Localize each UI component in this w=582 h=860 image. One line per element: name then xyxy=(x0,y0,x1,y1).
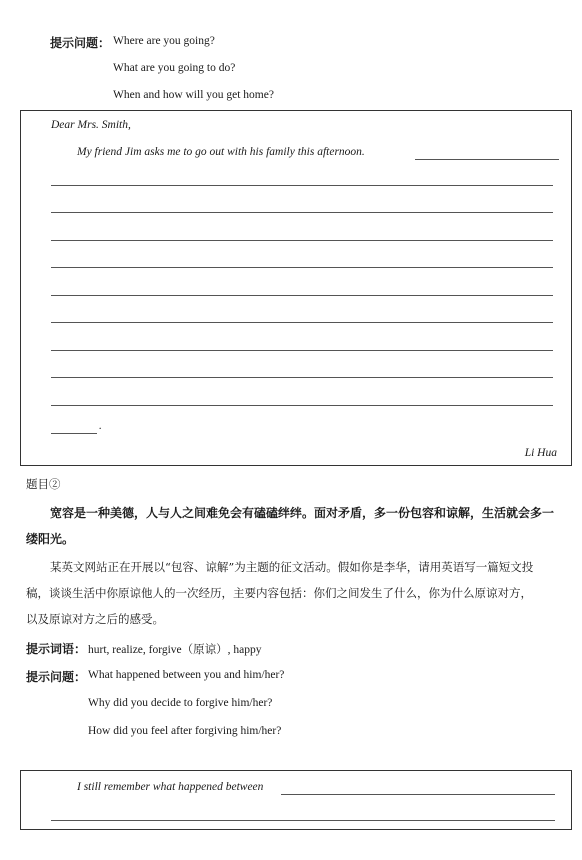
answer-line[interactable] xyxy=(281,794,555,795)
intro-line-1: 宽容是一种美德，人与人之间难免会有磕磕绊绊。面对矛盾，多一份包容和谅解，生活就会多一 xyxy=(50,506,555,520)
writing-box-letter xyxy=(20,110,572,466)
prompt-question-2-1: What happened between you and him/her? xyxy=(88,669,285,681)
answer-line[interactable] xyxy=(51,240,553,241)
letter-opening: My friend Jim asks me to go out with his family this afternoon. xyxy=(77,146,365,158)
answer-line[interactable] xyxy=(51,377,553,378)
question-title: 题目② xyxy=(26,477,61,491)
answer-line[interactable] xyxy=(51,267,553,268)
task-line-1: 某英文网站正在开展以“包容、谅解”为主题的征文活动。假如你是李华，请用英语写一篇短文投 xyxy=(50,560,534,574)
task-line-2: 稿，谈谈生活中你原谅他人的一次经历，主要内容包括：你们之间发生了什么，你为什么原谅对方， xyxy=(26,586,532,600)
essay-opening: I still remember what happened between xyxy=(77,781,264,793)
answer-line[interactable] xyxy=(51,185,553,186)
prompt-question-2-3: How did you feel after forgiving him/her? xyxy=(88,725,282,737)
task-line-3: 以及原谅对方之后的感受。 xyxy=(26,612,164,626)
prompt-question-2-2: Why did you decide to forgive him/her? xyxy=(88,697,273,709)
answer-line[interactable] xyxy=(51,212,553,213)
words-label: 提示词语： xyxy=(26,642,87,656)
letter-salutation: Dear Mrs. Smith, xyxy=(51,119,131,131)
answer-line[interactable] xyxy=(51,295,553,296)
intro-line-2: 缕阳光。 xyxy=(26,532,75,546)
answer-line[interactable] xyxy=(51,405,553,406)
prompt-label-2: 提示问题： xyxy=(26,670,87,684)
prompt-question-1: Where are you going? xyxy=(113,35,215,47)
writing-box-essay xyxy=(20,770,572,830)
prompt-question-3: When and how will you get home? xyxy=(113,89,274,101)
answer-line[interactable] xyxy=(51,350,553,351)
letter-signature: Li Hua xyxy=(524,447,557,459)
answer-line[interactable] xyxy=(51,820,555,821)
prompt-label: 提示问题： xyxy=(50,36,111,50)
answer-line[interactable] xyxy=(51,322,553,323)
end-period: . xyxy=(99,420,102,432)
prompt-question-2: What are you going to do? xyxy=(113,62,236,74)
hint-words: hurt, realize, forgive（原谅）, happy xyxy=(88,644,262,656)
answer-line[interactable] xyxy=(415,159,559,160)
answer-line-short[interactable] xyxy=(51,433,97,434)
